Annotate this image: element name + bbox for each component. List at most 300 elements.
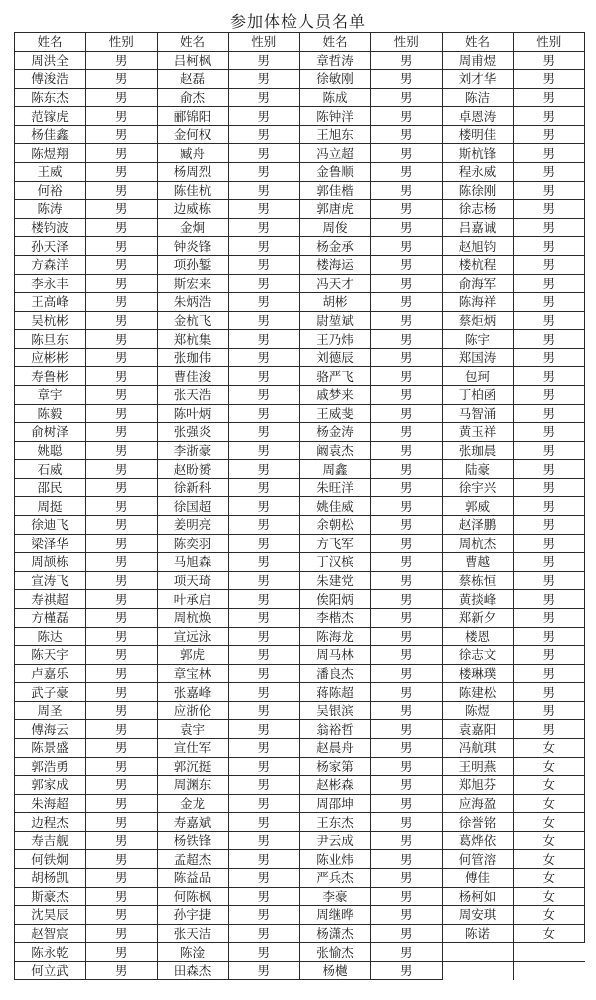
- gender-cell: 男: [86, 367, 158, 386]
- name-cell: 金龙: [157, 794, 228, 813]
- header-name-2: 姓名: [157, 33, 228, 52]
- name-cell: 边程杰: [15, 813, 86, 832]
- name-cell: 王乃炜: [300, 330, 371, 349]
- name-cell: 丁汉槟: [300, 553, 371, 572]
- name-cell: 刘德辰: [300, 348, 371, 367]
- name-cell: 郭浩勇: [15, 757, 86, 776]
- name-cell: 何铁炯: [15, 850, 86, 869]
- name-cell: 王高峰: [15, 293, 86, 312]
- name-cell: 郑旭芬: [442, 776, 513, 795]
- name-cell: 周渊东: [157, 776, 228, 795]
- header-gender-4: 性别: [513, 33, 585, 52]
- name-cell: 杨柯如: [442, 887, 513, 906]
- gender-cell: 男: [513, 478, 585, 497]
- gender-cell: 男: [371, 441, 443, 460]
- name-cell: 陈成: [300, 88, 371, 107]
- gender-cell: 男: [86, 70, 158, 89]
- name-cell: 项天琦: [157, 571, 228, 590]
- name-cell: 斯宏来: [157, 274, 228, 293]
- gender-cell: 男: [513, 181, 585, 200]
- gender-cell: 男: [513, 107, 585, 126]
- name-cell: 陈旦东: [15, 330, 86, 349]
- table-row: [15, 330, 585, 349]
- gender-cell: 女: [513, 757, 585, 776]
- gender-cell: 男: [86, 237, 158, 256]
- gender-cell: 男: [228, 255, 300, 274]
- name-cell: 卓恩涛: [442, 107, 513, 126]
- gender-cell: 男: [228, 590, 300, 609]
- name-cell: 邵民: [15, 478, 86, 497]
- name-cell: 戚梦来: [300, 385, 371, 404]
- gender-cell: 男: [371, 255, 443, 274]
- name-cell: 陈天宇: [15, 646, 86, 665]
- name-cell: 周马林: [300, 646, 371, 665]
- gender-cell: 男: [228, 367, 300, 386]
- gender-cell: 男: [86, 757, 158, 776]
- gender-cell: 女: [513, 887, 585, 906]
- gender-cell: 男: [371, 869, 443, 888]
- name-cell: 赵泽鹏: [442, 516, 513, 535]
- gender-cell: 男: [371, 831, 443, 850]
- table-row: [15, 961, 585, 980]
- name-cell: 陈海龙: [300, 627, 371, 646]
- name-cell: 黄玉祥: [442, 423, 513, 442]
- gender-cell: 男: [86, 144, 158, 163]
- gender-cell: 男: [371, 738, 443, 757]
- table-row: [15, 646, 585, 665]
- gender-cell: 男: [371, 200, 443, 219]
- gender-cell: 男: [86, 107, 158, 126]
- table-row: [15, 163, 585, 182]
- gender-cell: 男: [228, 441, 300, 460]
- table-row: [15, 776, 585, 795]
- name-cell: 胡杨凯: [15, 869, 86, 888]
- name-cell: 傅浚浩: [15, 70, 86, 89]
- name-cell: 陈钟洋: [300, 107, 371, 126]
- gender-cell: 男: [228, 646, 300, 665]
- gender-cell: 男: [513, 163, 585, 182]
- name-cell: 周甫煜: [442, 51, 513, 70]
- name-cell: 吕嘉诚: [442, 218, 513, 237]
- gender-cell: 男: [228, 423, 300, 442]
- gender-cell: 女: [513, 738, 585, 757]
- gender-cell: 男: [86, 794, 158, 813]
- gender-cell: 男: [371, 534, 443, 553]
- name-cell: 徐誉铭: [442, 813, 513, 832]
- name-cell: 寿祺超: [15, 590, 86, 609]
- gender-cell: 男: [228, 553, 300, 572]
- roster-table: [14, 32, 585, 980]
- name-cell: 姜明亮: [157, 516, 228, 535]
- gender-cell: 男: [371, 218, 443, 237]
- gender-cell: 男: [513, 404, 585, 423]
- gender-cell: 男: [371, 720, 443, 739]
- gender-cell: 男: [86, 906, 158, 925]
- gender-cell: 男: [228, 497, 300, 516]
- table-row: [15, 200, 585, 219]
- name-cell: 陈奕羽: [157, 534, 228, 553]
- gender-cell: 男: [86, 831, 158, 850]
- gender-cell: 男: [228, 293, 300, 312]
- gender-cell: 男: [371, 813, 443, 832]
- gender-cell: 男: [228, 720, 300, 739]
- gender-cell: 男: [86, 534, 158, 553]
- name-cell: 蒋陈超: [300, 683, 371, 702]
- gender-cell: 男: [86, 961, 158, 980]
- name-cell: 金杭飞: [157, 311, 228, 330]
- gender-cell: 男: [513, 144, 585, 163]
- name-cell: 石威: [15, 460, 86, 479]
- gender-cell: 男: [513, 497, 585, 516]
- gender-cell: 女: [513, 776, 585, 795]
- name-cell: 尉堃斌: [300, 311, 371, 330]
- name-cell: 金炯: [157, 218, 228, 237]
- name-cell: 郭家成: [15, 776, 86, 795]
- table-row: [15, 869, 585, 888]
- name-cell: 傅佳: [442, 869, 513, 888]
- name-cell: 王明燕: [442, 757, 513, 776]
- name-cell: 吴杭彬: [15, 311, 86, 330]
- gender-cell: 男: [86, 330, 158, 349]
- name-cell: 周鑫: [300, 460, 371, 479]
- name-cell: 李浙豪: [157, 441, 228, 460]
- name-cell: 楼琳璞: [442, 664, 513, 683]
- name-cell: 应海盈: [442, 794, 513, 813]
- name-cell: 刘才华: [442, 70, 513, 89]
- gender-cell: 男: [513, 330, 585, 349]
- table-row: [15, 534, 585, 553]
- gender-cell: 男: [513, 348, 585, 367]
- gender-cell: 男: [513, 720, 585, 739]
- name-cell: 杨周烈: [157, 163, 228, 182]
- gender-cell: 男: [86, 200, 158, 219]
- name-cell: 方森洋: [15, 255, 86, 274]
- name-cell: 曹佳浚: [157, 367, 228, 386]
- gender-cell: 男: [228, 478, 300, 497]
- header-name-4: 姓名: [442, 33, 513, 52]
- name-cell: 寿鲁彬: [15, 367, 86, 386]
- name-cell: 徐迪飞: [15, 516, 86, 535]
- name-cell: 陈煜: [442, 701, 513, 720]
- name-cell: 陈建松: [442, 683, 513, 702]
- gender-cell: 男: [228, 237, 300, 256]
- gender-cell: 男: [86, 553, 158, 572]
- name-cell: 徐宇兴: [442, 478, 513, 497]
- gender-cell: 男: [228, 311, 300, 330]
- name-cell: 余朝松: [300, 516, 371, 535]
- gender-cell: 男: [513, 423, 585, 442]
- gender-cell: 男: [86, 51, 158, 70]
- table-row: [15, 943, 585, 962]
- gender-cell: 女: [513, 813, 585, 832]
- gender-cell: 男: [371, 51, 443, 70]
- name-cell: 张天洁: [157, 924, 228, 943]
- gender-cell: 男: [371, 385, 443, 404]
- name-cell: 曹越: [442, 553, 513, 572]
- gender-cell: 男: [513, 311, 585, 330]
- gender-cell: 男: [86, 887, 158, 906]
- gender-cell: 男: [228, 181, 300, 200]
- gender-cell: 男: [86, 423, 158, 442]
- gender-cell: 男: [371, 887, 443, 906]
- table-row: [15, 218, 585, 237]
- gender-cell: 男: [228, 70, 300, 89]
- table-row: [15, 404, 585, 423]
- gender-cell: 男: [86, 813, 158, 832]
- table-row: [15, 70, 585, 89]
- table-row: [15, 460, 585, 479]
- table-row: [15, 293, 585, 312]
- gender-cell: 男: [228, 794, 300, 813]
- gender-cell: 男: [228, 627, 300, 646]
- gender-cell: 女: [513, 850, 585, 869]
- name-cell: 吴银滨: [300, 701, 371, 720]
- name-cell: 陈淦: [157, 943, 228, 962]
- gender-cell: 男: [371, 571, 443, 590]
- name-cell: 杨家第: [300, 757, 371, 776]
- gender-cell: 男: [86, 850, 158, 869]
- name-cell: 赵旭钧: [442, 237, 513, 256]
- table-row: [15, 107, 585, 126]
- gender-cell: 男: [513, 293, 585, 312]
- gender-cell: 男: [86, 348, 158, 367]
- name-cell: 王东杰: [300, 813, 371, 832]
- gender-cell: 男: [228, 125, 300, 144]
- gender-cell: 男: [371, 701, 443, 720]
- name-cell: 俞杰: [157, 88, 228, 107]
- name-cell: 周圣: [15, 701, 86, 720]
- gender-cell: 男: [228, 831, 300, 850]
- name-cell: 楼杭程: [442, 255, 513, 274]
- gender-cell: 男: [86, 869, 158, 888]
- name-cell: 王威: [15, 163, 86, 182]
- gender-cell: 男: [371, 478, 443, 497]
- gender-cell: 男: [371, 293, 443, 312]
- gender-cell: 男: [86, 608, 158, 627]
- name-cell: 吕柯枫: [157, 51, 228, 70]
- table-row: [15, 255, 585, 274]
- name-cell: 郑新夕: [442, 608, 513, 627]
- table-row: [15, 850, 585, 869]
- gender-cell: 男: [371, 664, 443, 683]
- name-cell: 张珈伟: [157, 348, 228, 367]
- name-cell: 杨金承: [300, 237, 371, 256]
- name-cell: 章哲涛: [300, 51, 371, 70]
- gender-cell: 男: [228, 757, 300, 776]
- name-cell: 郦锦阳: [157, 107, 228, 126]
- name-cell: 梁泽华: [15, 534, 86, 553]
- name-cell: 潘良杰: [300, 664, 371, 683]
- gender-cell: 男: [228, 961, 300, 980]
- name-cell: 张强炎: [157, 423, 228, 442]
- gender-cell: 男: [228, 274, 300, 293]
- name-cell: 应浙伦: [157, 701, 228, 720]
- table-row: [15, 478, 585, 497]
- name-cell: 赵智宸: [15, 924, 86, 943]
- gender-cell: 男: [513, 701, 585, 720]
- name-cell: 孙宇捷: [157, 906, 228, 925]
- name-cell: 斯豪杰: [15, 887, 86, 906]
- gender-cell: 男: [228, 330, 300, 349]
- name-cell: 阚袁杰: [300, 441, 371, 460]
- gender-cell: 男: [86, 720, 158, 739]
- gender-cell: 男: [228, 460, 300, 479]
- gender-cell: 男: [513, 237, 585, 256]
- gender-cell: 男: [371, 404, 443, 423]
- gender-cell: 男: [371, 516, 443, 535]
- name-cell: 陈益品: [157, 869, 228, 888]
- table-row: [15, 311, 585, 330]
- gender-cell: 男: [513, 70, 585, 89]
- name-cell: 臧舟: [157, 144, 228, 163]
- gender-cell: 男: [228, 404, 300, 423]
- gender-cell: 男: [371, 553, 443, 572]
- gender-cell: 男: [228, 163, 300, 182]
- name-cell: 陈达: [15, 627, 86, 646]
- name-cell: 俞海军: [442, 274, 513, 293]
- name-cell: 郭虎: [157, 646, 228, 665]
- name-cell: 陆豪: [442, 460, 513, 479]
- name-cell: 马旭森: [157, 553, 228, 572]
- name-cell: 陈业炜: [300, 850, 371, 869]
- name-cell: 沈昊辰: [15, 906, 86, 925]
- name-cell: 楼海运: [300, 255, 371, 274]
- gender-cell: 男: [371, 757, 443, 776]
- name-cell: 金何权: [157, 125, 228, 144]
- table-row: [15, 683, 585, 702]
- name-cell: 张珈晨: [442, 441, 513, 460]
- name-cell: 项孙錾: [157, 255, 228, 274]
- gender-cell: 男: [86, 776, 158, 795]
- name-cell: 姚佳威: [300, 497, 371, 516]
- gender-cell: 男: [86, 385, 158, 404]
- name-cell: 寿吉舰: [15, 831, 86, 850]
- name-cell: 严兵杰: [300, 869, 371, 888]
- name-cell: 周俊: [300, 218, 371, 237]
- name-cell: 叶承启: [157, 590, 228, 609]
- gender-cell: 男: [86, 404, 158, 423]
- gender-cell: 男: [86, 181, 158, 200]
- table-row: [15, 757, 585, 776]
- name-cell: 楼恩: [442, 627, 513, 646]
- gender-cell: 男: [228, 683, 300, 702]
- name-cell: 袁宇: [157, 720, 228, 739]
- gender-cell: 男: [228, 348, 300, 367]
- name-cell: 章宝林: [157, 664, 228, 683]
- name-cell: 张愉杰: [300, 943, 371, 962]
- gender-cell: 男: [228, 664, 300, 683]
- gender-cell: 男: [86, 516, 158, 535]
- table-row: [15, 571, 585, 590]
- name-cell: 斯杭锋: [442, 144, 513, 163]
- name-cell: 陈佳杭: [157, 181, 228, 200]
- gender-cell: 男: [228, 850, 300, 869]
- gender-cell: 男: [513, 441, 585, 460]
- table-row: [15, 367, 585, 386]
- table-row: [15, 88, 585, 107]
- name-cell: 傅海云: [15, 720, 86, 739]
- roster-body: [15, 51, 585, 980]
- gender-cell: 男: [371, 423, 443, 442]
- gender-cell: 男: [371, 646, 443, 665]
- name-cell: 宣仕军: [157, 738, 228, 757]
- name-cell: 骆严飞: [300, 367, 371, 386]
- name-cell: 孙天泽: [15, 237, 86, 256]
- name-cell: 何管溶: [442, 850, 513, 869]
- name-cell: 赵晨舟: [300, 738, 371, 757]
- name-cell: 周挺: [15, 497, 86, 516]
- gender-cell: 男: [371, 924, 443, 943]
- table-row: [15, 720, 585, 739]
- gender-cell: 男: [228, 906, 300, 925]
- name-cell: 陈东杰: [15, 88, 86, 107]
- gender-cell: 男: [371, 608, 443, 627]
- gender-cell: 男: [371, 237, 443, 256]
- name-cell: 杨樾: [300, 961, 371, 980]
- gender-cell: [513, 943, 585, 962]
- gender-cell: 男: [228, 144, 300, 163]
- table-row: [15, 831, 585, 850]
- table-row: [15, 181, 585, 200]
- name-cell: 冯立超: [300, 144, 371, 163]
- header-name-3: 姓名: [300, 33, 371, 52]
- gender-cell: 男: [371, 274, 443, 293]
- gender-cell: 男: [86, 738, 158, 757]
- gender-cell: 男: [86, 88, 158, 107]
- gender-cell: 男: [86, 460, 158, 479]
- gender-cell: 男: [513, 385, 585, 404]
- name-cell: 田森杰: [157, 961, 228, 980]
- gender-cell: 男: [86, 311, 158, 330]
- gender-cell: 男: [513, 200, 585, 219]
- table-row: [15, 813, 585, 832]
- name-cell: 赵磊: [157, 70, 228, 89]
- gender-cell: 男: [513, 218, 585, 237]
- name-cell: 杨铁锋: [157, 831, 228, 850]
- table-row: [15, 701, 585, 720]
- gender-cell: 男: [228, 516, 300, 535]
- name-cell: 徐敏刚: [300, 70, 371, 89]
- name-cell: 姚聪: [15, 441, 86, 460]
- gender-cell: 男: [371, 367, 443, 386]
- table-row: [15, 144, 585, 163]
- name-cell: 郭威: [442, 497, 513, 516]
- name-cell: 周杭焕: [157, 608, 228, 627]
- table-row: [15, 553, 585, 572]
- name-cell: 冯航琪: [442, 738, 513, 757]
- name-cell: 金鲁顺: [300, 163, 371, 182]
- gender-cell: 男: [228, 813, 300, 832]
- name-cell: [442, 961, 513, 980]
- table-row: [15, 423, 585, 442]
- name-cell: 陈宇: [442, 330, 513, 349]
- name-cell: 包珂: [442, 367, 513, 386]
- header-gender-2: 性别: [228, 33, 300, 52]
- gender-cell: 男: [228, 51, 300, 70]
- name-cell: 李豪: [300, 887, 371, 906]
- name-cell: 郭佳楷: [300, 181, 371, 200]
- table-row: [15, 237, 585, 256]
- name-cell: 武子豪: [15, 683, 86, 702]
- gender-cell: 男: [513, 274, 585, 293]
- name-cell: 何立武: [15, 961, 86, 980]
- table-row: [15, 441, 585, 460]
- table-row: [15, 627, 585, 646]
- name-cell: 陈毅: [15, 404, 86, 423]
- table-row: [15, 497, 585, 516]
- gender-cell: 男: [228, 218, 300, 237]
- gender-cell: 男: [513, 125, 585, 144]
